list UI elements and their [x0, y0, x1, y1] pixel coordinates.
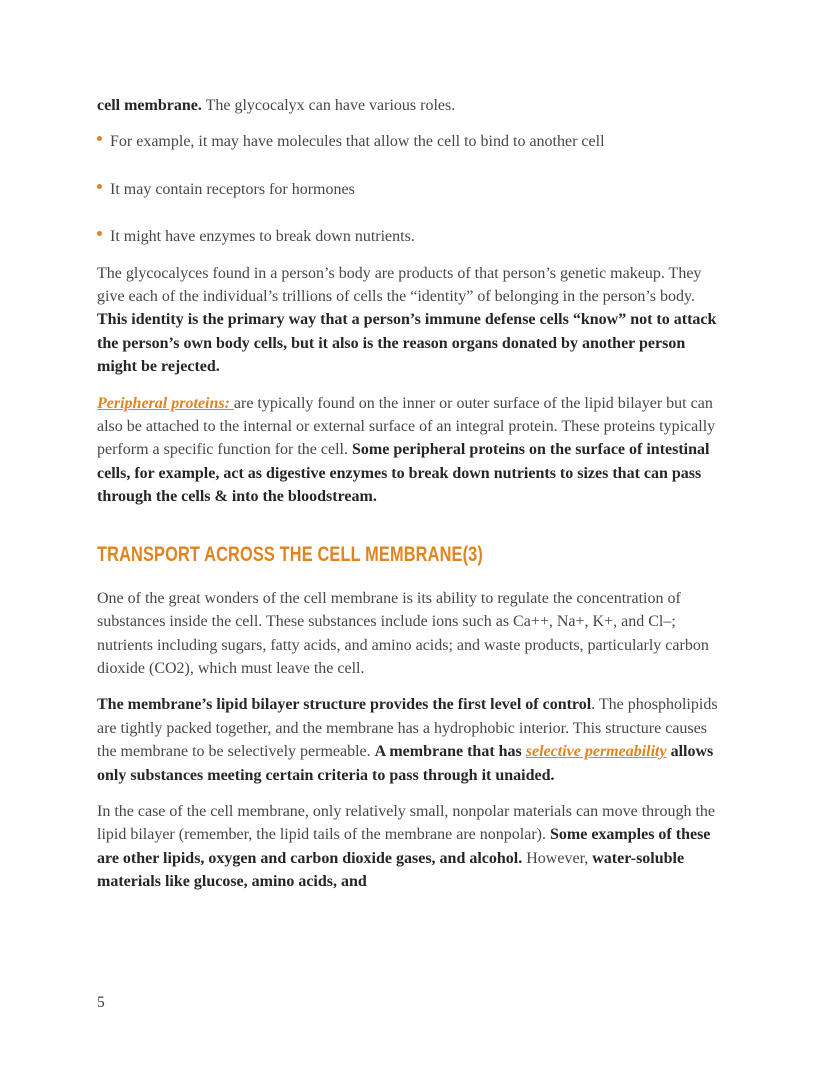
bullet-text: It might have enzymes to break down nutrients. [110, 228, 415, 246]
bilayer-bold-text-3: allows only substances meeting certain criteria to pass through it unaided. [97, 743, 714, 784]
bullet-text: For example, it may have molecules that allow the cell to bind to another cell [110, 133, 605, 151]
transport-intro-text: One of the great wonders of the cell membrane is its ability to regulate the concentration of substances inside the cell. These substances include ions such as Ca++, Na+, K+, and Cl–; nutrients including sugars, fatty acids, and amino acids; and waste products, particularly carbon dioxide (CO2), which must leave the cell. [97, 589, 709, 677]
page-number: 5 [97, 994, 105, 1011]
paragraph-bilayer-control [97, 693, 727, 787]
bilayer-bold-text-1: The membrane’s lipid bilayer structure provides the first level of control [97, 696, 592, 714]
bullet-icon [97, 231, 102, 236]
case-normal-text-2: However, [522, 849, 593, 867]
bullet-icon [97, 136, 102, 141]
list-item [97, 130, 727, 153]
intro-rest-text: The glycocalyx can have various roles. [201, 97, 456, 114]
bilayer-normal-text: . The phospholipids are tightly packed together, and the membrane has a hydrophobic interior. This structure causes the membrane to be selectively permeable. [97, 696, 718, 761]
peripheral-bold-text: Some peripheral proteins on the surface of intestinal cells, for example, act as digestive enzymes to break down nutrients to sizes that can pass through the cells & into the bloodstream. [97, 441, 710, 506]
section-heading [97, 542, 727, 567]
glyco-normal-text: The glycocalyces found in a person’s body are products of that person’s genetic makeup. They give each of the individual’s trillions of cells the “identity” of belonging in the person’s body. [97, 264, 702, 306]
bullet-icon [97, 184, 102, 189]
case-normal-text-1: In the case of the cell membrane, only relatively small, nonpolar materials can move through the lipid bilayer (remember, the lipid tails of the membrane are nonpolar). [97, 802, 716, 844]
glyco-bold-text: This identity is the primary way that a person’s immune defense cells “know” not to attack the person’s own body cells, but it also is the reason organs donated by another person might be rejected. [97, 311, 717, 376]
section-heading-text: TRANSPORT ACROSS THE CELL MEMBRANE(3) [97, 541, 483, 566]
list-item [97, 178, 727, 201]
paragraph-small-nonpolar [97, 800, 727, 894]
bullet-text: It may contain receptors for hormones [110, 180, 355, 198]
peripheral-normal-text: are typically found on the inner or outer surface of the lipid bilayer but can also be attached to the internal or external surface of an integral protein. These proteins typically perform a specific function for the cell. [97, 394, 716, 459]
case-bold-text-2: water-soluble materials like glucose, amino acids, and [97, 849, 685, 891]
case-bold-text-1: Some examples of these are other lipids, oxygen and carbon dioxide gases, and alcohol. [97, 826, 711, 867]
bilayer-bold-text-2: A membrane that has [374, 743, 526, 761]
paragraph-transport-intro [97, 587, 727, 681]
intro-bold-text: cell membrane. [97, 97, 202, 114]
peripheral-proteins-link[interactable]: Peripheral proteins: [97, 394, 234, 412]
paragraph-peripheral-proteins [97, 392, 727, 509]
paragraph-glycocalyces [97, 262, 727, 379]
bullet-list [97, 130, 727, 248]
selective-permeability-link[interactable]: selective permeability [525, 743, 667, 761]
list-item [97, 225, 727, 248]
paragraph-intro [97, 94, 727, 117]
